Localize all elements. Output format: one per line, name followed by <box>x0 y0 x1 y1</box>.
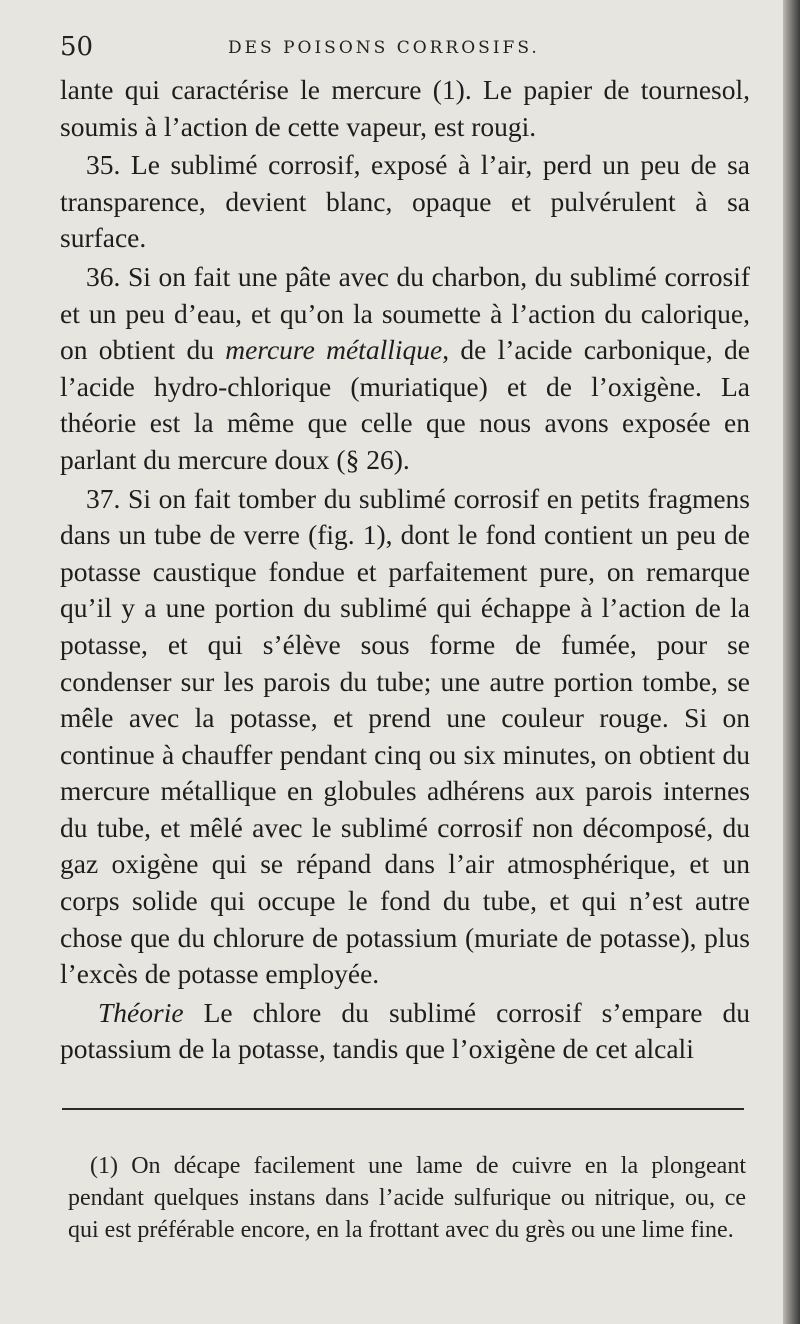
paragraph-36-after: , de l’acide carbonique, de l’acide hydro-chlorique (muriatique) et de l’oxigène. La théorie est la même que celle que nous avons exposée en parlant du mercure doux (§ 26). <box>60 334 750 475</box>
footnote-rule <box>62 1108 744 1110</box>
paragraph-theory <box>60 995 750 1068</box>
footnote-text: (1) On décape facilement une lame de cuivre en la plongeant pendant quelques instans dans l’acide sulfurique ou nitrique, ou, ce qui est préférable encore, en la frottant avec du grès ou une lime fine. <box>68 1153 746 1243</box>
theory-text: Le chlore du sublimé corrosif s’empare du potassium de la potasse, tandis que l’oxigène de cet alcali <box>60 996 750 1065</box>
paragraph-36-before: 36. Si on fait une pâte avec du charbon, du sublimé corrosif et un peu d’eau, et qu’on la soumette à l’action du calorique, on obtient du <box>60 260 750 366</box>
paragraph-37: 37. Si on fait tomber du sublimé corrosif en petits fragmens dans un tube de verre (fig. 1), dont le fond contient un peu de potasse caustique fondue et parfaitement pure, on remarque qu’il y a une portion du sublimé qui échappe à l’action de la potasse, et qui s’élève sous forme de fumée, pour se condenser sur les parois du tube; une autre portion tombe, se mêle avec la potasse, et prend une couleur rouge. Si on continue à chauffer pendant cinq ou six minutes, on obtient du mercure métallique en globules adhérens aux parois internes du tube, et mêlé avec le sublimé corrosif non décomposé, du gaz oxigène qui se répand dans l’air atmosphérique, et un corps solide qui occupe le fond du tube, et qui n’est autre chose que du chlorure de potassium (muriate de potasse), plus l’excès de potasse employée. <box>60 482 750 990</box>
page-header <box>60 30 750 70</box>
paragraph-35: 35. Le sublimé corrosif, exposé à l’air, perd un peu de sa transparence, devient blanc, opaque et pulvérulent à sa surface. <box>60 149 750 254</box>
paragraph-36-emphasis: mercure métallique <box>225 334 443 366</box>
page-number: 50 <box>60 32 94 62</box>
theory-label: Théorie <box>98 996 184 1028</box>
running-head: DES POISONS CORROSIFS. <box>228 38 540 58</box>
page-edge-shadow <box>783 0 800 1324</box>
paragraph-36 <box>60 259 750 479</box>
footnote <box>68 1150 746 1246</box>
body-text <box>60 72 750 1070</box>
paragraph-continuation: lante qui caractérise le mercure (1). Le papier de tournesol, soumis à l’action de cette vapeur, est rougi. <box>60 74 750 142</box>
